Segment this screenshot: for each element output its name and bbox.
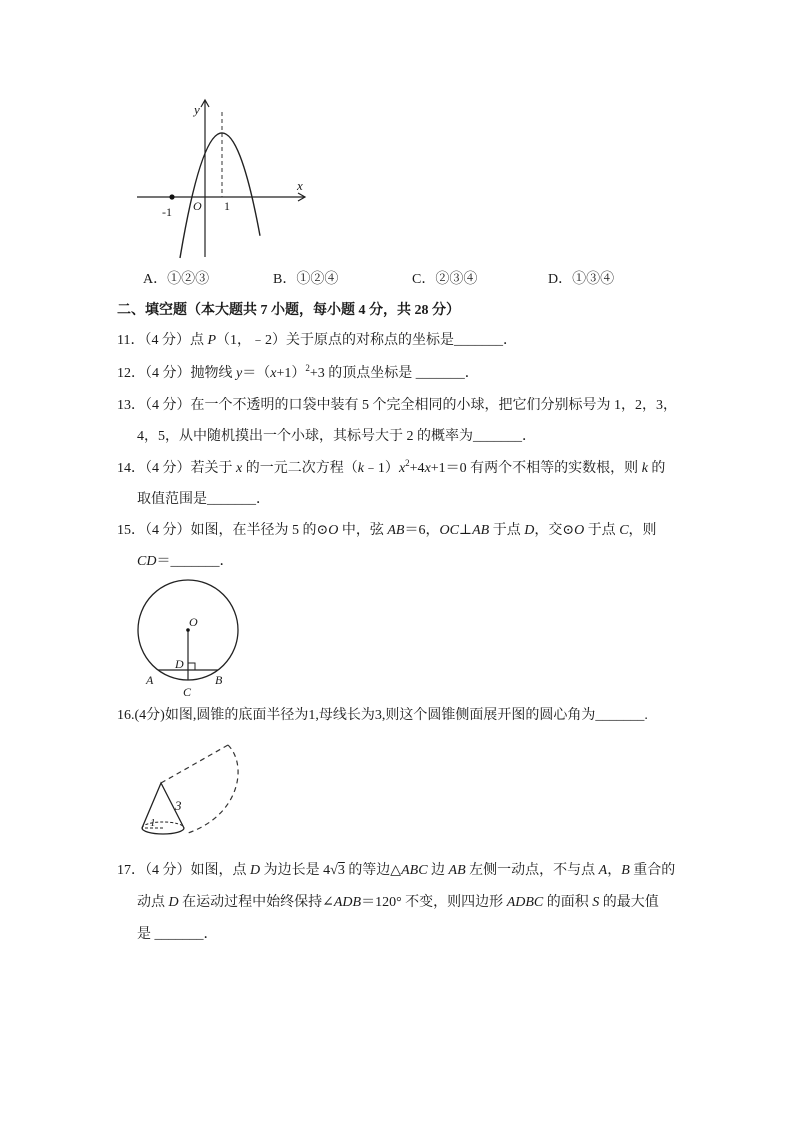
question-13 (117, 397, 677, 415)
option-a: A．①②③ (143, 272, 210, 287)
math-variable: D (250, 863, 261, 878)
math-variable: O (328, 523, 339, 538)
slant-length-label: 3 (175, 798, 182, 813)
math-variable: ABC (401, 863, 428, 878)
x-axis-label: x (297, 178, 303, 193)
tick-label-one: 1 (224, 199, 230, 213)
math-variable: AB (472, 523, 490, 538)
question-text: 的最大值 (599, 895, 659, 910)
circle-figure (130, 570, 250, 705)
question-15-cont (137, 553, 233, 571)
question-text: 在运动过程中始终保持∠ (178, 895, 334, 910)
question-text: 13．（4 分）在一个不透明的口袋中装有 5 个完全相同的小球，把它们分别标号为 1，2，3， (117, 398, 677, 413)
sector-arc (188, 745, 238, 833)
question-text: 为边长是 4 (260, 863, 331, 878)
question-text: 12．（4 分）抛物线 (117, 366, 236, 381)
math-variable: ADB (333, 895, 362, 910)
math-variable: CD (137, 554, 157, 569)
option-d: D．①③④ (548, 272, 615, 287)
y-axis-label: y (194, 102, 200, 117)
question-11 (117, 332, 517, 350)
question-text: 15．（4 分）如图，在半径为 5 的⊙ (117, 523, 329, 538)
math-variable: B (621, 863, 630, 878)
question-12 (117, 365, 479, 383)
math-variable: y (236, 366, 243, 381)
superscript: 2 (305, 363, 310, 373)
origin-label: O (193, 199, 202, 213)
math-variable: AB (448, 863, 466, 878)
question-text: 14．（4 分）若关于 (117, 461, 236, 476)
math-variable: O (574, 523, 585, 538)
question-text: 的等边△ (344, 863, 402, 878)
math-variable: k (357, 461, 364, 476)
sector-edge (161, 745, 228, 783)
math-variable: S (592, 895, 600, 910)
right-angle-mark (188, 663, 195, 670)
math-variable: x (270, 366, 277, 381)
question-text: ，则 (628, 523, 657, 538)
option-c: C．②③④ (412, 272, 478, 287)
question-text: ＝6， (404, 523, 440, 538)
math-variable: ADBC (506, 895, 544, 910)
question-text: 重合的 (629, 863, 676, 878)
question-text: 边 (427, 863, 449, 878)
question-text: ， (607, 863, 622, 878)
question-14-cont (137, 491, 270, 509)
question-text: ，交⊙ (534, 523, 575, 538)
question-text: 于点 (584, 523, 620, 538)
tick-label-neg-one: -1 (162, 205, 172, 219)
question-13-cont (137, 428, 536, 446)
radius-label: 1 (150, 817, 156, 829)
question-17 (117, 862, 675, 880)
question-text: ⊥ (458, 523, 473, 538)
option-b: B．①②④ (273, 272, 339, 287)
radicand: 3 (337, 863, 345, 878)
label-c: C (183, 685, 192, 699)
section-heading: 二、填空题（本大题共 7 小题，每小题 4 分，共 28 分） (117, 303, 460, 318)
superscript: 2 (405, 458, 410, 468)
question-17-cont-2 (137, 926, 218, 944)
label-a: A (146, 673, 154, 687)
question-text: 的一元二次方程（ (242, 461, 358, 476)
math-variable: x (424, 461, 431, 476)
question-text: +3 的顶点坐标是 _______． (309, 366, 479, 381)
cone-base-back (142, 822, 184, 828)
math-variable: P (207, 333, 217, 348)
question-text: （1，﹣2）关于原点的对称点的坐标是_______． (216, 333, 518, 348)
math-variable: D (168, 895, 179, 910)
question-text: 左侧一动点，不与点 (465, 863, 599, 878)
question-text: 于点 (489, 523, 525, 538)
cone-figure (135, 735, 245, 840)
parabola-curve (180, 133, 260, 258)
parabola-figure (130, 95, 315, 265)
point-neg-one (169, 194, 174, 199)
question-text: ＝120° 不变，则四边形 (361, 895, 507, 910)
question-text: 4，5，从中随机摸出一个小球，其标号大于 2 的概率为_______． (137, 429, 536, 444)
math-variable: k (641, 461, 648, 476)
question-text: 16.(4分)如图,圆锥的底面半径为1,母线长为3,则这个圆锥侧面展开图的圆心角为_______. (117, 708, 648, 723)
question-text: 的面积 (543, 895, 593, 910)
question-text: 动点 (137, 895, 169, 910)
question-text: ＝_______． (156, 554, 234, 569)
radical-sign: √ (330, 863, 338, 878)
label-d: D (175, 657, 184, 671)
question-text: 中，弦 (338, 523, 388, 538)
question-text: ﹣1） (363, 461, 399, 476)
question-text: +4 (409, 461, 425, 476)
question-text: +1＝0 有两个不相等的实数根，则 (430, 461, 642, 476)
question-17-cont (137, 894, 659, 912)
math-variable: AB (387, 523, 405, 538)
question-text: 的 (647, 461, 666, 476)
question-text: 是 _______． (137, 927, 218, 942)
question-14 (117, 460, 665, 478)
math-variable: C (619, 523, 629, 538)
cone-base-front (142, 828, 184, 834)
question-text: +1） (276, 366, 306, 381)
question-text: 17．（4 分）如图，点 (117, 863, 250, 878)
math-variable: OC (439, 523, 459, 538)
label-b: B (215, 673, 223, 687)
math-variable: D (524, 523, 535, 538)
math-variable: A (598, 863, 608, 878)
math-variable: x (398, 461, 406, 476)
question-text: ＝（ (242, 366, 271, 381)
question-16 (117, 707, 648, 725)
question-text: 取值范围是_______． (137, 492, 270, 507)
question-15 (117, 522, 657, 540)
math-variable: x (236, 461, 243, 476)
label-o: O (189, 615, 198, 629)
question-text: 11．（4 分）点 (117, 333, 208, 348)
